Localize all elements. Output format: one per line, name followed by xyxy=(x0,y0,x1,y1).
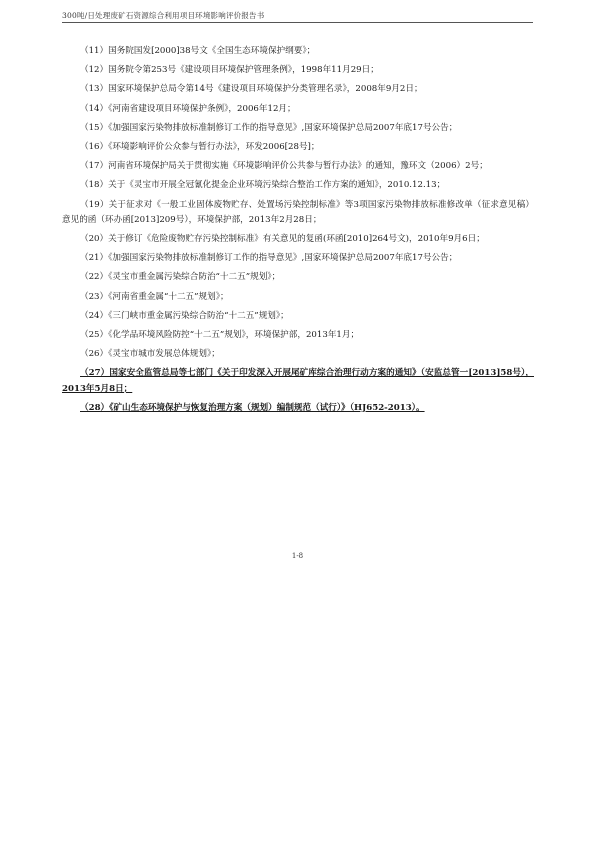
reference-item: （11）国务院国发[2000]38号文《全国生态环境保护纲要》； xyxy=(80,46,316,56)
reference-item: （13）国家环境保护总局令第14号《建设项目环境保护分类管理名录》，2008年9月2日； xyxy=(80,84,423,95)
reference-item: （20）关于修订《危险废物贮存污染控制标准》有关意见的复函(环函[2010]264号文)，2010年9月6日； xyxy=(80,234,485,245)
reference-item: （28）《矿山生态环境保护与恢复治理方案（规划）编制规范（试行）》（HJ652-2013）。 xyxy=(80,402,425,413)
reference-item: （16）《环境影响评价公众参与暂行办法》，环发2006[28号]； xyxy=(80,142,320,153)
reference-item: （18）关于《灵宝市开展全冠氰化提金企业环境污染综合整治工作方案的通知》，2010.12.13； xyxy=(80,180,446,191)
reference-item: （19）关于征求对《一般工业固体废物贮存、处置场污染控制标准》等3项国家污染物排放标准修改单（征求意见稿）意见的函（环办函[2013]209号），环境保护部，2013年2月28日； xyxy=(62,199,534,225)
reference-item: （23）《河南省重金属“十二五”规划》； xyxy=(80,291,229,302)
reference-item: （27）国家安全监管总局等七部门《关于印发深入开展尾矿库综合治理行动方案的通知》（安监总管一[2013]58号），2013年5月8日； xyxy=(62,368,534,394)
reference-item: （12）国务院令第253号《建设项目环境保护管理条例》，1998年11月29日； xyxy=(80,65,379,76)
header-divider xyxy=(62,22,533,23)
reference-item: （14）《河南省建设项目环境保护条例》，2006年12月； xyxy=(80,103,296,114)
reference-item: （22）《灵宝市重金属污染综合防治“十二五”规划》； xyxy=(80,272,281,283)
running-header: 300吨/日处理废矿石资源综合利用项目环境影响评价报告书 xyxy=(62,11,265,20)
reference-item: （24）《三门峡市重金属污染综合防治“十二五”规划》； xyxy=(80,310,289,321)
reference-item: （26）《灵宝市城市发展总体规划》； xyxy=(80,349,220,360)
page-number: 1-8 xyxy=(291,552,304,560)
reference-item: （17）河南省环境保护局关于贯彻实施《环境影响评价公共参与暂行办法》的通知，豫环文（2006）2号； xyxy=(80,161,488,172)
reference-item: （15）《加强国家污染物排放标准制修订工作的指导意见》,国家环境保护总局2007年底17号公告； xyxy=(80,122,458,133)
reference-item: （25）《化学品环境风险防控“十二五”规划》，环境保护部，2013年1月； xyxy=(80,330,360,341)
reference-item: （21）《加强国家污染物排放标准制修订工作的指导意见》,国家环境保护总局2007年底17号公告； xyxy=(80,253,458,264)
document-body xyxy=(62,44,534,420)
